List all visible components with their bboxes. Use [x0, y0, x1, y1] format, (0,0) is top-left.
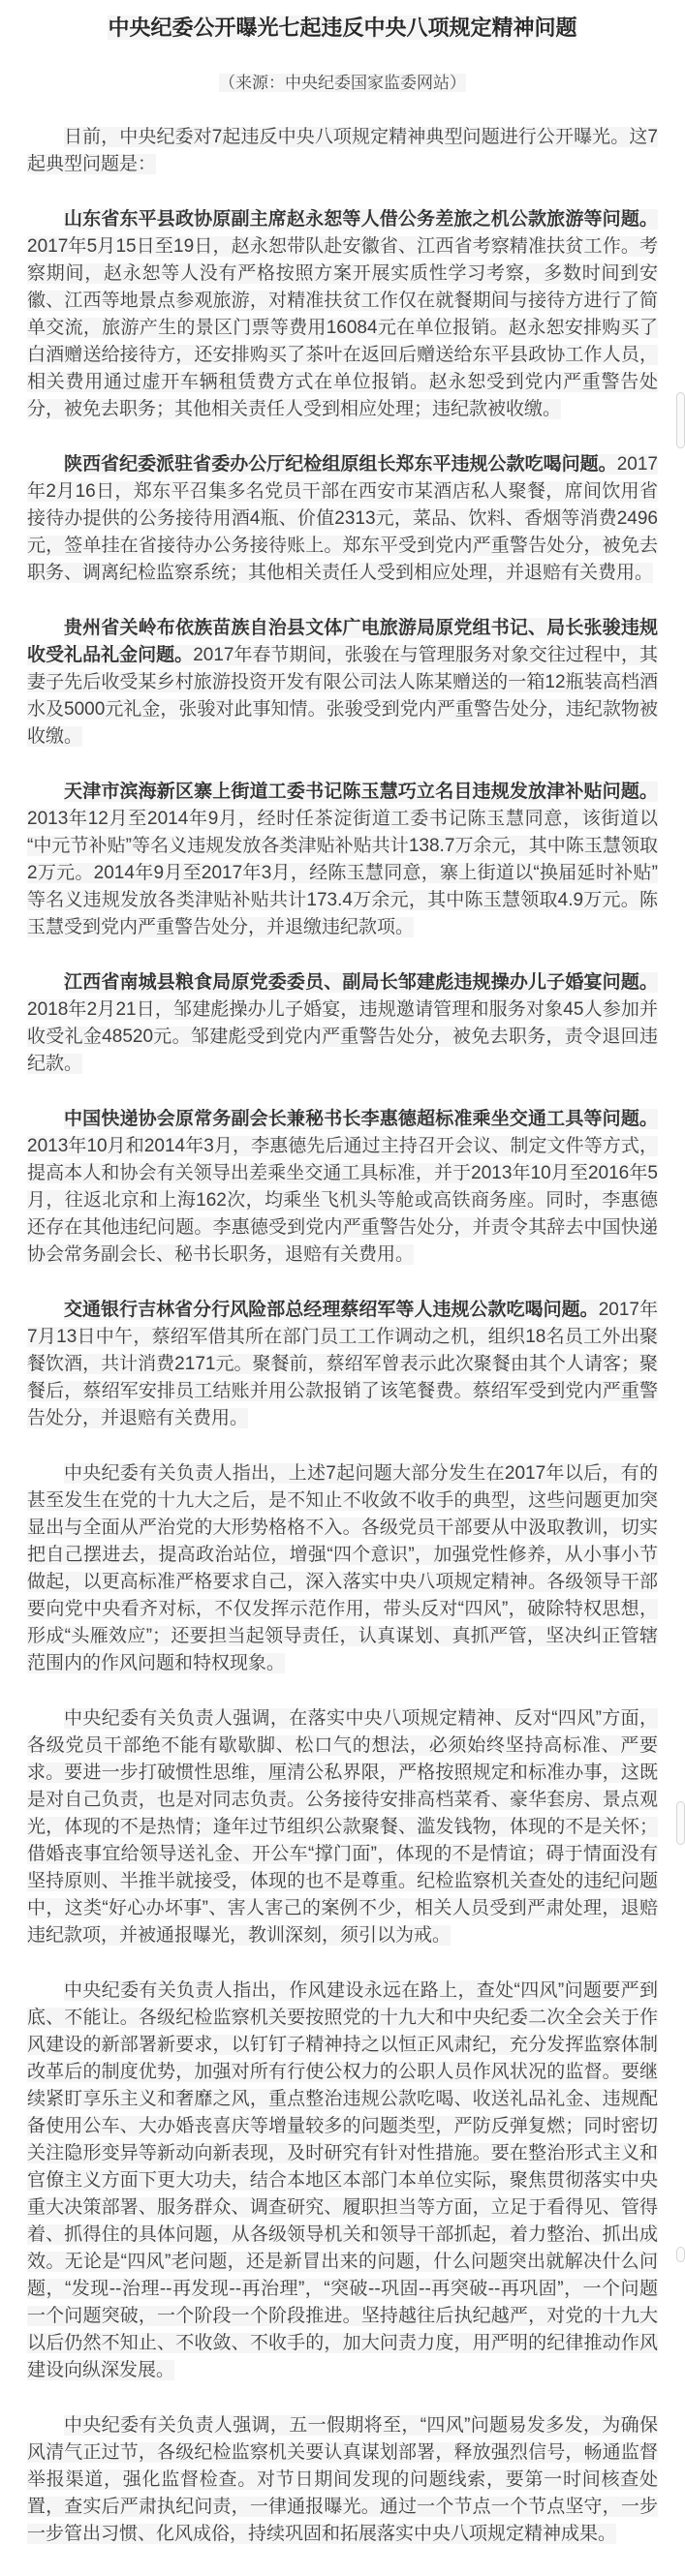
page-title — [29, 0, 656, 43]
paragraph-text: 日前，中央纪委对7起违反中央八项规定精神典型问题进行公开曝光。这7起典型问题是： — [27, 127, 658, 174]
case-lead: 江西省南城县粮食局原党委委员、副局长邹建彪违规操办儿子婚宴问题。 — [64, 972, 658, 993]
case-lead: 贵州省关岭布依族苗族自治县文体广电旅游局原党组书记、局长张骏违规收受礼品礼金问题。 — [27, 618, 658, 665]
paragraph-case-3 — [27, 615, 658, 751]
scrollbar-thumb[interactable] — [676, 1801, 685, 1845]
paragraph-case-7 — [27, 1297, 658, 1432]
scrollbar-thumb[interactable] — [676, 2247, 685, 2262]
paragraph-case-4 — [27, 779, 658, 941]
paragraph-case-6 — [27, 1106, 658, 1269]
article-body — [27, 124, 658, 2548]
paragraph-text: 2013年12月至2014年9月，经时任茶淀街道工委书记陈玉慧同意，该街道以“中元节补贴”等名义违规发放各类津贴补贴共计138.7万余元，其中陈玉慧领取2万元。2014年9月至2017年3月，经陈玉慧同意，寨上街道以“换届延时补贴”等名义违规发放各类津贴补贴共计173.4万余元，其中陈玉慧领取4.9万元。陈玉慧受到党内严重警告处分，并退缴违纪款项。 — [27, 809, 658, 937]
case-lead: 中国快递协会原常务副会长兼秘书长李惠德超标准乘坐交通工具等问题。 — [64, 1109, 658, 1129]
page-title-text: 中央纪委公开曝光七起违反中央八项规定精神问题 — [108, 15, 577, 40]
paragraph-case-5 — [27, 969, 658, 1078]
case-lead: 山东省东平县政协原副主席赵永恕等人借公务差旅之机公款旅游等问题。 — [64, 209, 658, 230]
paragraph-commentary-4 — [27, 2412, 658, 2548]
paragraph-commentary-3 — [27, 1978, 658, 2384]
case-lead: 陕西省纪委派驻省委办公厅纪检组原组长郑东平违规公款吃喝问题。 — [64, 454, 617, 475]
paragraph-text: 2017年7月13日中午，蔡绍军借其所在部门员工工作调动之机，组织18名员工外出聚餐饮酒，共计消费2171元。聚餐前，蔡绍军曾表示此次聚餐由其个人请客；聚餐后，蔡绍军安排员工结账并用公款报销了该笔餐费。蔡绍军受到党内严重警告处分，并退赔有关费用。 — [27, 1300, 658, 1428]
paragraph-case-1 — [27, 206, 658, 423]
scrollbar-thumb[interactable] — [676, 392, 685, 448]
paragraph-commentary-1 — [27, 1460, 658, 1677]
paragraph-text: 中央纪委有关负责人指出，作风建设永远在路上，查处“四风”问题要严到底、不能让。各级纪检监察机关要按照党的十九大和中央纪委二次全会关于作风建设的新部署新要求，以钉钉子精神持之以恒正风肃纪，充分发挥监察体制改革后的制度优势，加强对所有行使公权力的公职人员作风状况的监督。要继续紧盯享乐主义和奢靡之风，重点整治违规公款吃喝、收送礼品礼金、违规配备使用公车、大办婚丧喜庆等增量较多的问题类型，严防反弹复燃；同时密切关注隐形变异等新动向新表现，及时研究有针对性措施。要在整治形式主义和官僚主义方面下更大功夫，结合本地区本部门本单位实际，聚焦贯彻落实中央重大决策部署、服务群众、调查研究、履职担当等方面，立足于看得见、管得着、抓得住的具体问题，从各级领导机关和领导干部抓起，着力整治、抓出成效。无论是“四风”老问题，还是新冒出来的问题，什么问题突出就解决什么问题，“发现--治理--再发现--再治理”，“突破--巩固--再突破--再巩固”，一个问题一个问题突破，一个阶段一个阶段推进。坚持越往后执纪越严，对党的十九大以后仍然不知止、不收敛、不收手的，加大问责力度，用严明的纪律推动作风建设向纵深发展。 — [27, 1980, 658, 2380]
paragraph-commentary-2 — [27, 1705, 658, 1949]
paragraph-text: 中央纪委有关负责人强调，五一假期将至，“四风”问题易发多发，为确保风清气正过节，各级纪检监察机关要认真谋划部署，释放强烈信号，畅通监督举报渠道，强化监督检查。对节日期间发现的问题线索，要第一时间核查处置，查实后严肃执纪问责，一律通报曝光。通过一个节点一个节点坚守，一步一步管出习惯、化风成俗，持续巩固和拓展落实中央八项规定精神成果。 — [27, 2415, 658, 2544]
paragraph-text: 2017年春节期间，张骏在与管理服务对象交往过程中，其妻子先后收受某乡村旅游投资开发有限公司法人陈某赠送的一箱12瓶装高档酒水及5000元礼金，张骏对此事知情。张骏受到党内严重警告处分，违纪款物被收缴。 — [27, 645, 658, 747]
paragraph-text: 2018年2月21日，邹建彪操办儿子婚宴，违规邀请管理和服务对象45人参加并收受礼金48520元。邹建彪受到党内严重警告处分，被免去职务，责令退回违纪款。 — [27, 999, 658, 1074]
paragraph-text: 2017年5月15日至19日，赵永恕带队赴安徽省、江西省考察精准扶贫工作。考察期间，赵永恕等人没有严格按照方案开展实质性学习考察，多数时间到安徽、江西等地景点参观旅游，对精准扶贫工作仅在就餐期间与接待方进行了简单交流，旅游产生的景区门票等费用16084元在单位报销。赵永恕安排购买了白酒赠送给接待方，还安排购买了茶叶在返回后赠送给东平县政协工作人员，相关费用通过虚开车辆租赁费方式在单位报销。赵永恕受到党内严重警告处分，被免去职务；其他相关责任人受到相应处理；违纪款被收缴。 — [27, 236, 658, 419]
case-lead: 天津市滨海新区寨上街道工委书记陈玉慧巧立名目违规发放津补贴问题。 — [64, 782, 658, 802]
paragraph-case-2 — [27, 451, 658, 587]
paragraph-text: 2013年10月和2014年3月，李惠德先后通过主持召开会议、制定文件等方式，提高本人和协会有关领导出差乘坐交通工具标准，并于2013年10月至2016年5月，往返北京和上海162次，均乘坐飞机头等舱或高铁商务座。同时，李惠德还存在其他违纪问题。李惠德受到党内严重警告处分，并责令其辞去中国快递协会常务副会长、秘书长职务，退赔有关费用。 — [27, 1136, 658, 1265]
paragraph-text: 中央纪委有关负责人强调，在落实中央八项规定精神、反对“四风”方面，各级党员干部绝不能有歇歇脚、松口气的想法，必须始终坚持高标准、严要求。要进一步打破惯性思维，厘清公私界限，严格按照规定和标准办事，这既是对自己负责，也是对同志负责。公务接待安排高档菜肴、豪华套房、景点观光，体现的不是热情；逢年过节组织公款聚餐、滥发钱物，体现的不是关怀；借婚丧事宜给领导送礼金、开公车“撑门面”，体现的不是情谊；碍于情面没有坚持原则、半推半就接受，体现的也不是尊重。纪检监察机关查处的违纪问题中，这类“好心办坏事”、害人害己的案例不少，相关人员受到严肃处理，退赔违纪款项，并被通报曝光，教训深刻，须引以为戒。 — [27, 1708, 658, 1946]
case-lead: 交通银行吉林省分行风险部总经理蔡绍军等人违规公款吃喝问题。 — [64, 1300, 599, 1320]
paragraph-text: 中央纪委有关负责人指出，上述7起问题大部分发生在2017年以后，有的甚至发生在党的十九大之后，是不知止不收敛不收手的典型，这些问题更加突显出与全面从严治党的大形势格格不入。各级党员干部要从中汲取教训，切实把自己摆进去，提高政治站位，增强“四个意识”，加强党性修养，从小事小节做起，以更高标准严格要求自己，深入落实中央八项规定精神。各级领导干部要向党中央看齐对标，不仅发挥示范作用，带头反对“四风”，破除特权思想，形成“头雁效应”；还要担当起领导责任，认真谋划、真抓严管，坚决纠正管辖范围内的作风问题和特权现象。 — [27, 1463, 658, 1673]
source-line-text: （来源：中央纪委国家监委网站） — [219, 74, 466, 92]
paragraph-text: 2017年2月16日，郑东平召集多名党员干部在西安市某酒店私人聚餐，席间饮用省接待办提供的公务接待用酒4瓶、价值2313元，菜品、饮料、香烟等消费2496元，签单挂在省接待办公务接待账上。郑东平受到党内严重警告处分，被免去职务、调离纪检监察系统；其他相关责任人受到相应处理，并退赔有关费用。 — [27, 454, 658, 583]
source-line — [0, 72, 685, 95]
paragraph-intro — [27, 124, 658, 178]
